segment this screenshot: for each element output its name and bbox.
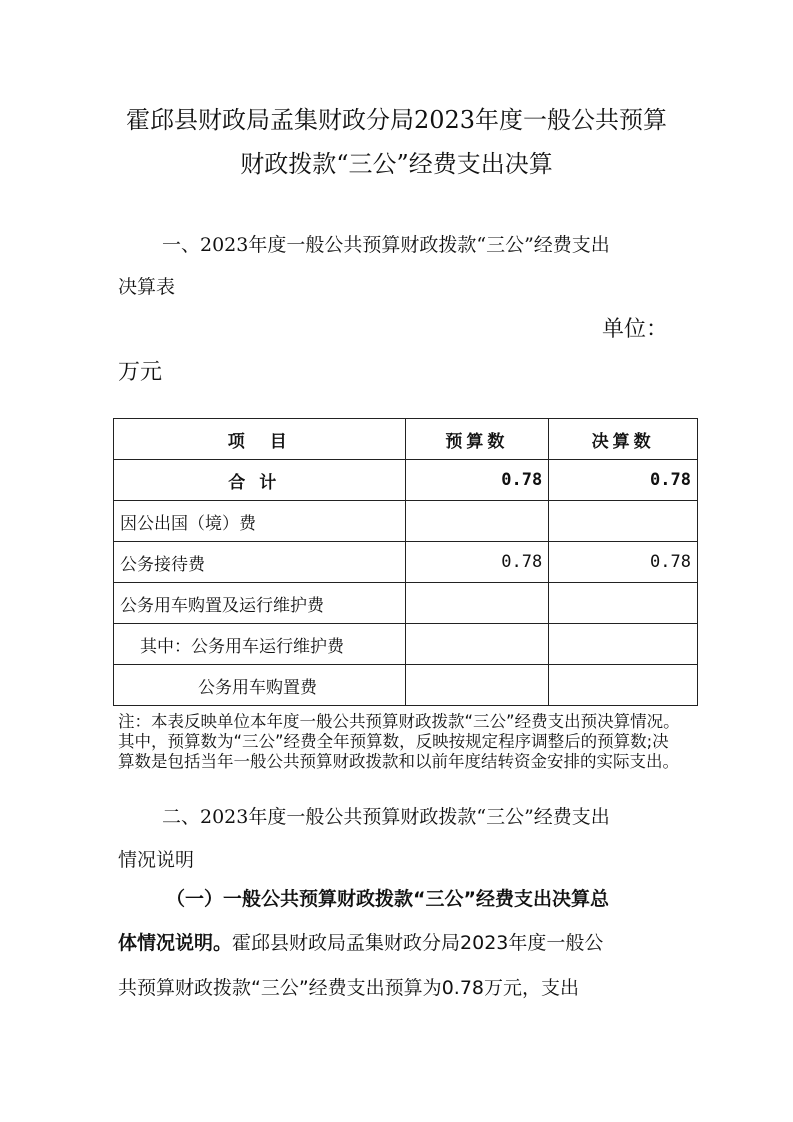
- table-row-total: [114, 460, 698, 501]
- three-public-expenses-table: [113, 418, 698, 706]
- header-item: 项 目: [114, 419, 406, 460]
- row-final: [549, 665, 698, 706]
- table-row: [114, 624, 698, 665]
- unit-label: 单位：: [601, 317, 668, 342]
- section-2-heading-line-1: 二、2023年度一般公共预算财政拨款“三公”经费支出: [162, 806, 610, 828]
- paragraph-line-2: [118, 928, 603, 955]
- row-budget: [405, 583, 549, 624]
- row-item: 其中：公务用车运行维护费: [114, 624, 406, 665]
- table-row: [114, 501, 698, 542]
- row-budget: [405, 501, 549, 542]
- row-final: [549, 501, 698, 542]
- row-final: 0.78: [549, 460, 698, 501]
- row-budget: 0.78: [405, 542, 549, 583]
- row-item: 因公出国（境）费: [114, 501, 406, 542]
- table-row: [114, 665, 698, 706]
- row-budget: [405, 624, 549, 665]
- row-budget: 0.78: [405, 460, 549, 501]
- row-final: 0.78: [549, 542, 698, 583]
- row-item: 公务接待费: [114, 542, 406, 583]
- paragraph-heading: （一）一般公共预算财政拨款“三公”经费支出决算总: [166, 888, 609, 910]
- row-item: 公务用车购置及运行维护费: [114, 583, 406, 624]
- row-budget: [405, 665, 549, 706]
- row-item: 公务用车购置费: [114, 665, 406, 706]
- table-row: [114, 542, 698, 583]
- row-item: 合计: [114, 460, 406, 501]
- paragraph-heading-continued: 体情况说明。: [118, 932, 233, 954]
- document-title-line-2: 财政拨款“三公”经费支出决算: [240, 150, 553, 178]
- section-2-heading-line-2: 情况说明: [118, 849, 195, 871]
- paragraph-text: 霍邱县财政局孟集财政分局2023年度一般公: [232, 932, 604, 954]
- header-final: 决算数: [549, 419, 698, 460]
- unit-value: 万元: [118, 360, 163, 385]
- row-final: [549, 583, 698, 624]
- row-final: [549, 624, 698, 665]
- section-1-heading-line-1: 一、2023年度一般公共预算财政拨款“三公”经费支出: [162, 234, 610, 256]
- table-header-row: [114, 419, 698, 460]
- table-note: 注：本表反映单位本年度一般公共预算财政拨款“三公”经费支出预决算情况。其中，预算数为“三公”经费全年预算数，反映按规定程序调整后的预算数;决算数是包括当年一般公共预算财政拨款和以前年度结转资金安排的实际支出。: [118, 712, 680, 771]
- section-1-heading-line-2: 决算表: [118, 276, 176, 298]
- paragraph-line-3: 共预算财政拨款“三公”经费支出预算为0.78万元，支出: [118, 977, 579, 999]
- header-budget: 预算数: [405, 419, 549, 460]
- table-row: [114, 583, 698, 624]
- document-title-line-1: 霍邱县财政局孟集财政分局2023年度一般公共预算: [125, 106, 668, 134]
